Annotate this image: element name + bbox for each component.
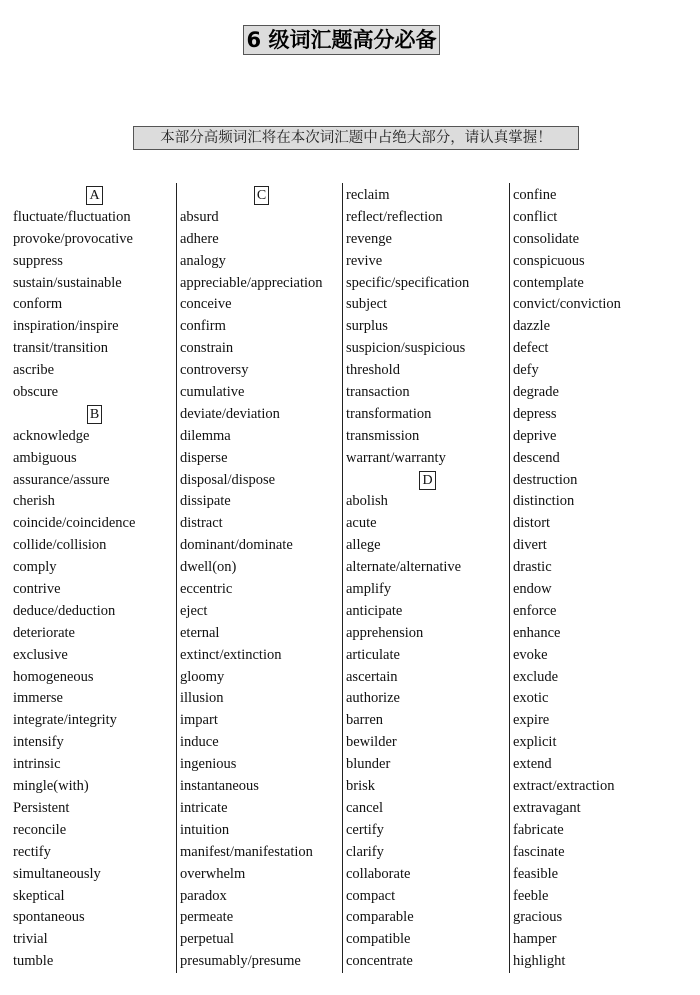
vocab-word: acknowledge [13, 427, 90, 444]
vocab-word: articulate [346, 646, 400, 663]
vocab-word: constrain [180, 340, 234, 357]
section-letter: A [86, 186, 102, 205]
section-letter: D [419, 471, 435, 490]
vocab-word: tumble [13, 953, 54, 970]
vocab-word: intricate [180, 799, 228, 816]
vocab-word: ascribe [13, 362, 55, 379]
vocab-word: suspicion/suspicious [346, 340, 466, 357]
vocab-word: illusion [180, 690, 224, 707]
vocab-word: inspiration/inspire [13, 318, 119, 335]
vocab-word: highlight [513, 953, 566, 970]
vocab-word: feasible [513, 865, 559, 882]
vocab-word: compact [346, 887, 396, 904]
vocab-word: provoke/provocative [13, 230, 133, 247]
vocab-word: extravagant [513, 799, 581, 816]
vocab-word: dominant/dominate [180, 537, 293, 554]
vocab-word: eject [180, 602, 208, 619]
vocab-word: eternal [180, 624, 220, 641]
vocab-word: immerse [13, 690, 63, 707]
vocab-word: contemplate [513, 274, 584, 291]
vocab-word: deduce/deduction [13, 602, 116, 619]
vocab-word: collaborate [346, 865, 411, 882]
section-letter: B [87, 405, 102, 424]
section-letter-row [180, 185, 343, 207]
vocab-word: eccentric [180, 581, 233, 598]
vocab-word: intuition [180, 821, 230, 838]
vocab-word: intrinsic [13, 756, 61, 773]
vocab-word: revive [346, 252, 383, 269]
vocab-word: fascinate [513, 843, 565, 860]
vocab-word: cancel [346, 799, 384, 816]
vocab-word: evoke [513, 646, 548, 663]
vocab-word: confine [513, 187, 557, 203]
vocab-word: destruction [513, 471, 578, 488]
vocab-word: enforce [513, 602, 557, 619]
vocab-word: allege [346, 537, 381, 554]
vocab-word: perpetual [180, 931, 234, 948]
column-divider [509, 183, 510, 973]
notice-banner: 本部分高频词汇将在本次词汇题中占绝大部分，请认真掌握！ [133, 126, 579, 150]
vocab-word: disposal/dispose [180, 471, 276, 488]
vocab-word: expire [513, 712, 550, 729]
vocab-word: integrate/integrity [13, 712, 117, 729]
vocab-word: deprive [513, 427, 557, 444]
vocab-word: compatible [346, 931, 411, 948]
section-letter-row [346, 470, 509, 492]
vocab-word: homogeneous [13, 668, 94, 685]
word-column-2 [180, 185, 343, 975]
vocab-word: warrant/warranty [346, 449, 446, 466]
vocab-word: surplus [346, 318, 388, 335]
vocab-word: subject [346, 296, 388, 313]
vocab-word: ingenious [180, 756, 237, 773]
vocab-word: adhere [180, 230, 219, 247]
vocab-word: feeble [513, 887, 549, 904]
vocab-word: instantaneous [180, 778, 259, 795]
word-column-4 [513, 185, 683, 975]
vocab-word: conspicuous [513, 252, 585, 269]
vocab-word: revenge [346, 230, 392, 247]
vocab-word: deteriorate [13, 624, 75, 641]
vocab-word: barren [346, 712, 384, 729]
vocab-word: permeate [180, 909, 234, 926]
vocab-word: divert [513, 537, 547, 554]
vocab-word: paradox [180, 887, 227, 904]
vocab-word: enhance [513, 624, 561, 641]
vocab-word: apprehension [346, 624, 424, 641]
vocab-word: transaction [346, 384, 410, 401]
vocab-word: authorize [346, 690, 400, 707]
vocab-word: transmission [346, 427, 420, 444]
vocab-word: distinction [513, 493, 575, 510]
vocab-word: extend [513, 756, 552, 773]
vocab-word: confirm [180, 318, 226, 335]
vocab-word: assurance/assure [13, 471, 110, 488]
vocab-word: skeptical [13, 887, 65, 904]
vocab-word: cherish [13, 493, 55, 510]
section-letter: C [254, 186, 269, 205]
vocab-word: acute [346, 515, 377, 532]
vocab-word: comparable [346, 909, 414, 926]
section-letter-row [13, 185, 176, 207]
vocab-word: dissipate [180, 493, 231, 510]
vocab-word: overwhelm [180, 865, 246, 882]
vocab-word: degrade [513, 384, 559, 401]
vocab-word: appreciable/appreciation [180, 274, 323, 291]
column-divider [176, 183, 177, 973]
vocab-word: concentrate [346, 953, 413, 970]
vocab-word: hamper [513, 931, 557, 948]
vocab-word: dilemma [180, 427, 231, 444]
vocab-word: disperse [180, 449, 228, 466]
page-title: 6 级词汇题高分必备 [243, 25, 440, 55]
vocab-word: mingle(with) [13, 778, 89, 795]
vocab-word: ambiguous [13, 449, 77, 466]
vocab-word: anticipate [346, 602, 403, 619]
vocab-word: fluctuate/fluctuation [13, 208, 131, 225]
vocab-word: descend [513, 449, 560, 466]
section-letter-row [13, 404, 176, 426]
vocab-word: deviate/deviation [180, 405, 280, 422]
vocab-word: exclude [513, 668, 559, 685]
vocab-word: transformation [346, 405, 432, 422]
vocab-word: coincide/coincidence [13, 515, 136, 532]
vocab-word: obscure [13, 384, 59, 401]
vocab-word: reconcile [13, 821, 67, 838]
vocab-word: certify [346, 821, 384, 838]
vocab-word: suppress [13, 252, 63, 269]
vocab-word: Persistent [13, 799, 70, 816]
vocab-word: defect [513, 340, 549, 357]
vocab-word: abolish [346, 493, 388, 510]
vocab-word: dazzle [513, 318, 551, 335]
vocab-word: drastic [513, 559, 552, 576]
vocab-word: blunder [346, 756, 391, 773]
vocab-word: amplify [346, 581, 392, 598]
vocab-word: presumably/presume [180, 953, 301, 970]
vocab-word: conflict [513, 208, 558, 225]
vocab-word: extract/extraction [513, 778, 615, 795]
vocab-word: specific/specification [346, 274, 470, 291]
vocab-word: manifest/manifestation [180, 843, 313, 860]
vocab-word: convict/conviction [513, 296, 621, 313]
vocab-word: exotic [513, 690, 549, 707]
vocab-word: dwell(on) [180, 559, 237, 576]
vocab-word: reflect/reflection [346, 208, 443, 225]
vocab-word: defy [513, 362, 539, 379]
vocab-word: threshold [346, 362, 400, 379]
vocab-word: transit/transition [13, 340, 109, 357]
word-column-3 [346, 185, 509, 975]
vocab-word: depress [513, 405, 557, 422]
vocab-word: simultaneously [13, 865, 101, 882]
vocab-word: absurd [180, 208, 219, 225]
word-column-1 [13, 185, 176, 975]
vocab-word: induce [180, 734, 219, 751]
vocab-word: endow [513, 581, 552, 598]
vocab-word: exclusive [13, 646, 68, 663]
vocab-word: comply [13, 559, 57, 576]
vocab-word: analogy [180, 252, 226, 269]
vocab-word: clarify [346, 843, 384, 860]
vocab-word: fabricate [513, 821, 564, 838]
vocab-word: distort [513, 515, 551, 532]
vocab-word: intensify [13, 734, 64, 751]
vocab-word: consolidate [513, 230, 580, 247]
vocab-word: gracious [513, 909, 563, 926]
vocab-word: cumulative [180, 384, 245, 401]
vocab-word: reclaim [346, 187, 390, 203]
vocab-word: gloomy [180, 668, 225, 685]
vocab-word: conceive [180, 296, 232, 313]
vocab-word: collide/collision [13, 537, 107, 554]
vocab-word: rectify [13, 843, 51, 860]
vocab-word: spontaneous [13, 909, 85, 926]
vocab-word: explicit [513, 734, 557, 751]
vocab-word: trivial [13, 931, 48, 948]
vocab-word: impart [180, 712, 218, 729]
vocab-word: conform [13, 296, 63, 313]
vocab-word: brisk [346, 778, 375, 795]
vocab-word: ascertain [346, 668, 398, 685]
vocab-word: distract [180, 515, 223, 532]
vocab-word: extinct/extinction [180, 646, 282, 663]
vocab-word: controversy [180, 362, 249, 379]
vocab-word: alternate/alternative [346, 559, 462, 576]
vocab-word: bewilder [346, 734, 397, 751]
vocab-word: sustain/sustainable [13, 274, 122, 291]
vocab-word: contrive [13, 581, 61, 598]
